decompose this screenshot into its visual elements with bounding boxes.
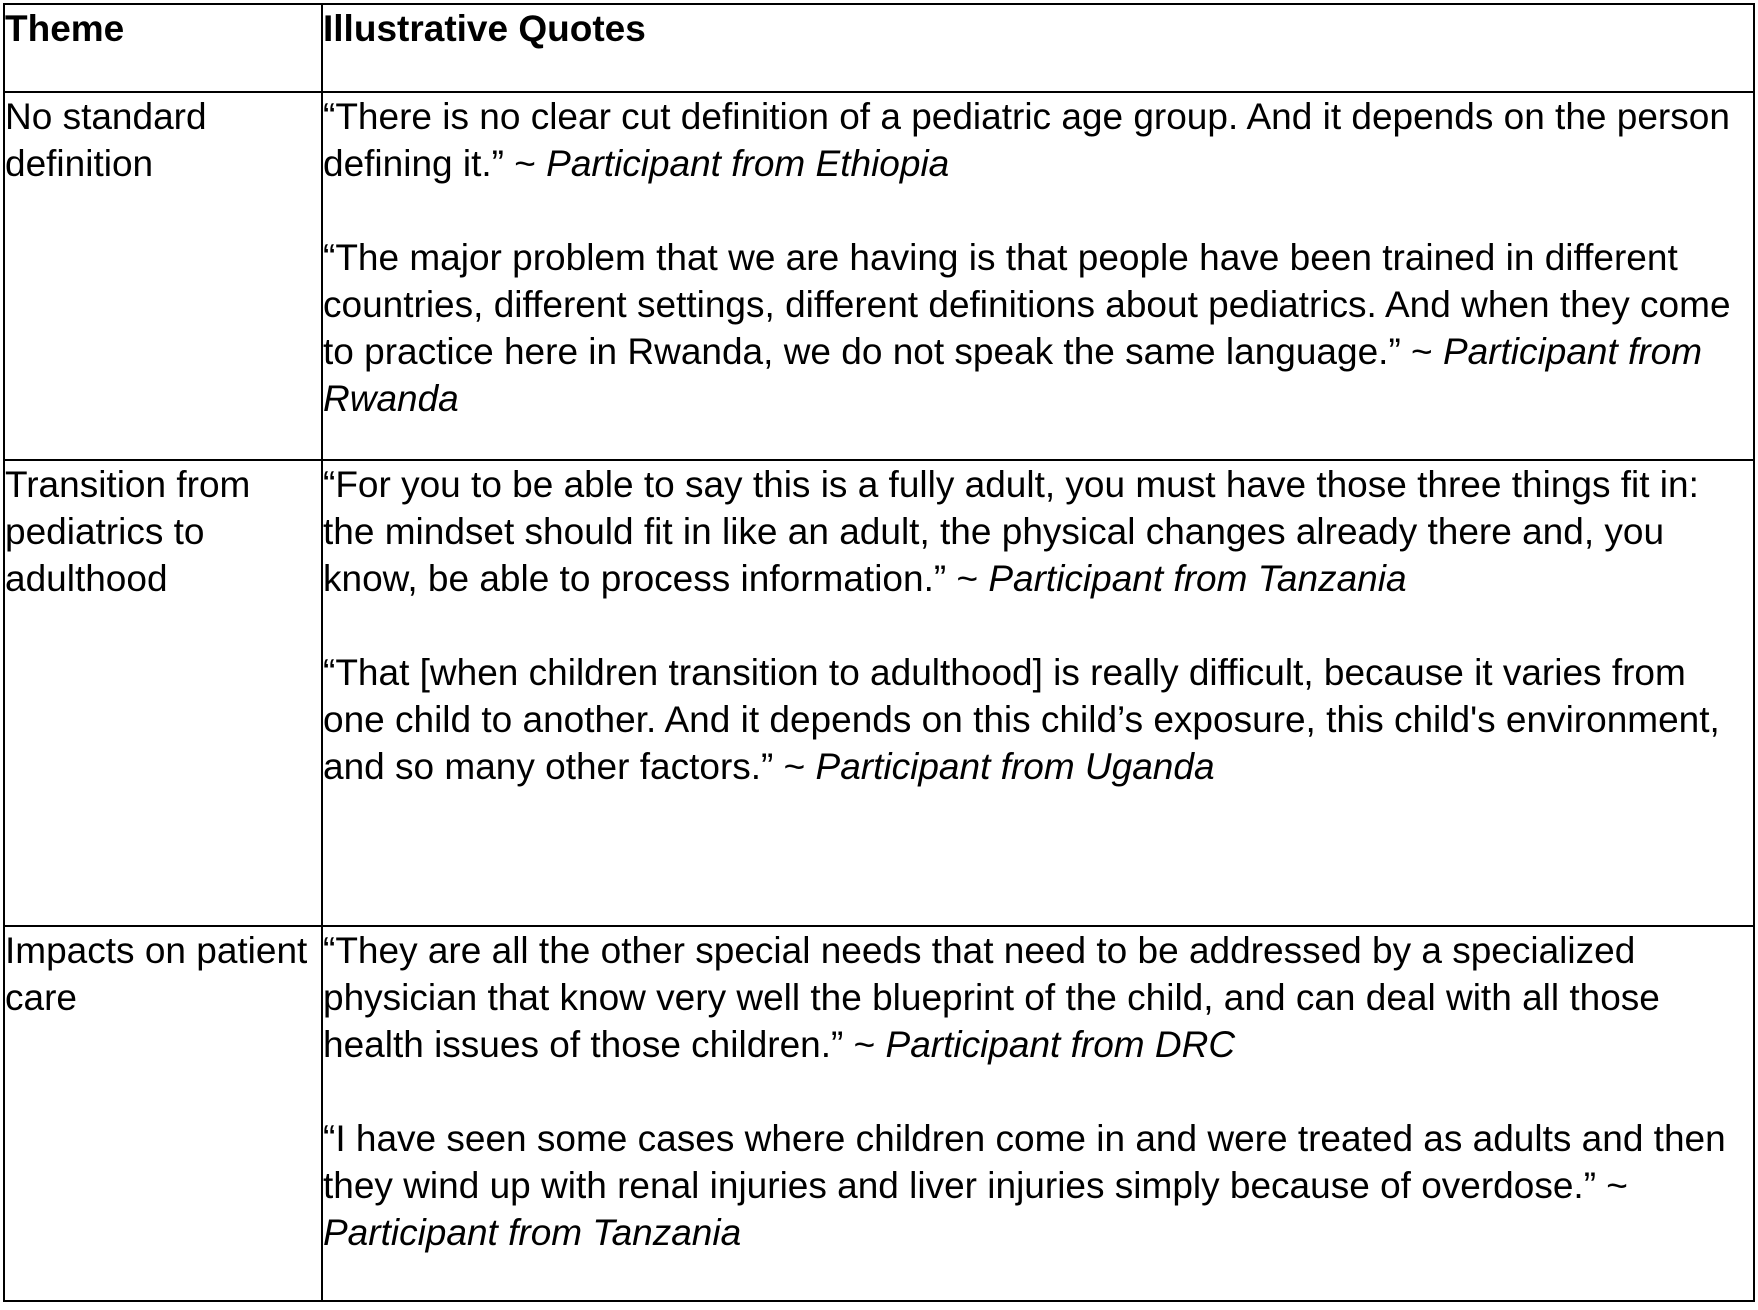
themes-table <box>3 3 1755 1302</box>
quote-text: “The major problem that we are having is that people have been trained in different countries, different settings, different definitions about pediatrics. And when they come to practice here in Rwanda, we do not speak the same language.” ~ <box>323 237 1731 372</box>
header-quotes: Illustrative Quotes <box>322 4 1754 92</box>
quote-text: “I have seen some cases where children come in and were treated as adults and then they wind up with renal injuries and liver injuries simply because of overdose.” ~ <box>323 1118 1726 1206</box>
theme-cell: No standard definition <box>4 92 322 460</box>
quotes-cell <box>322 926 1754 1301</box>
theme-cell: Impacts on patient care <box>4 926 322 1301</box>
theme-cell: Transition from pediatrics to adulthood <box>4 460 322 926</box>
quote-attribution: Participant from Ethiopia <box>546 143 950 184</box>
quote <box>323 461 1753 602</box>
quote-attribution: Participant from Tanzania <box>323 1212 742 1253</box>
quotes-cell <box>322 92 1754 460</box>
table-row <box>4 460 1754 926</box>
quote-attribution: Participant from Rwanda <box>323 331 1703 419</box>
quote-attribution: Participant from DRC <box>885 1024 1236 1065</box>
header-row <box>4 4 1754 92</box>
table-row <box>4 926 1754 1301</box>
quote-attribution: Participant from Tanzania <box>988 558 1407 599</box>
quote-text: “For you to be able to say this is a fully adult, you must have those three things fit in: the mindset should fit in like an adult, the physical changes already there and, you know, be able to process information.” ~ <box>323 464 1699 599</box>
quote-text: “There is no clear cut definition of a pediatric age group. And it depends on the person defining it.” ~ <box>323 96 1730 184</box>
quote <box>323 93 1753 187</box>
header-theme: Theme <box>4 4 322 92</box>
quote <box>323 927 1753 1068</box>
quotes-cell <box>322 460 1754 926</box>
quote-attribution: Participant from Uganda <box>815 746 1215 787</box>
quote-text: “They are all the other special needs that need to be addressed by a specialized physician that know very well the blueprint of the child, and can deal with all those health issues of those children.” ~ <box>323 930 1660 1065</box>
quote-text: “That [when children transition to adulthood] is really difficult, because it varies from one child to another. And it depends on this child’s exposure, this child's environment, and so many other factors.” ~ <box>323 652 1720 787</box>
quote <box>323 649 1753 790</box>
quote <box>323 234 1753 422</box>
quote <box>323 1115 1753 1256</box>
table-row <box>4 92 1754 460</box>
